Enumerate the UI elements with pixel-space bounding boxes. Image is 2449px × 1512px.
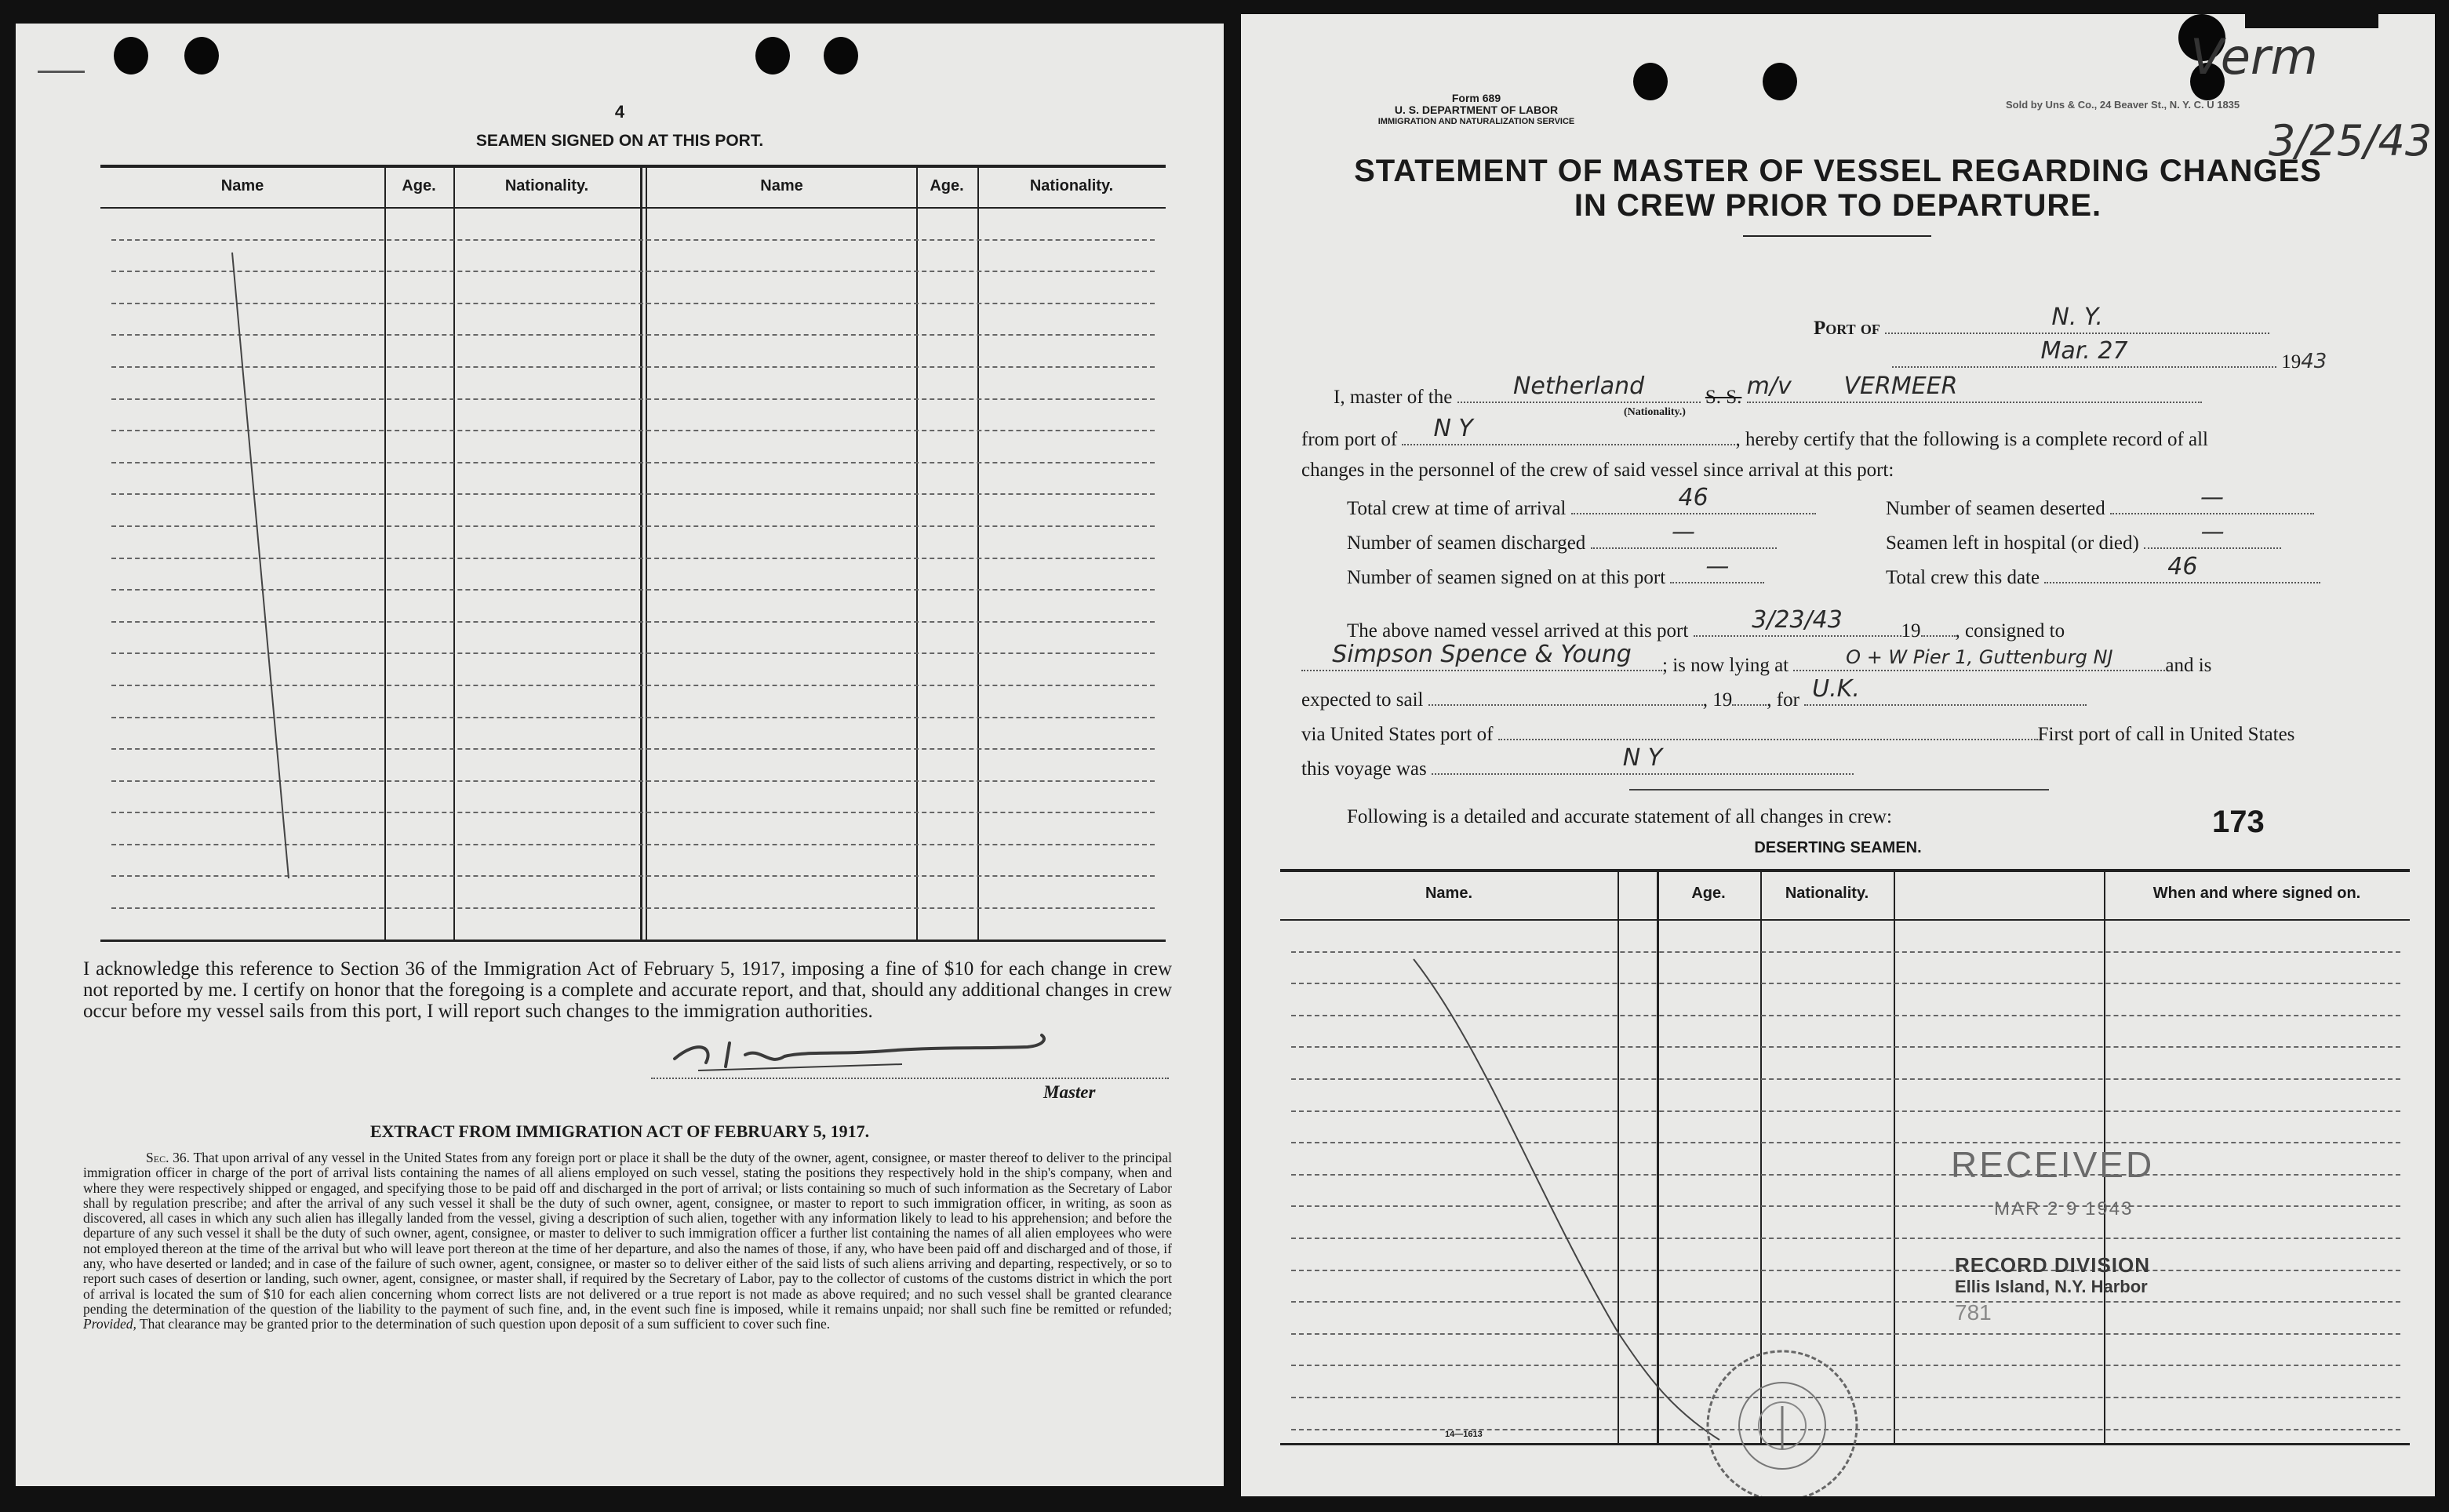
circular-seal-stamp (1680, 1308, 1916, 1496)
discharged-label: Number of seamen discharged (1347, 532, 1586, 554)
extract-title: EXTRACT FROM IMMIGRATION ACT OF FEBRUARY 5, 1917. (369, 1121, 870, 1141)
total-crew-date-row (1886, 553, 2320, 589)
punch-hole (824, 37, 858, 75)
extract-body: That upon arrival of any vessel in the United States from any foreign port or place it shall be the duty of the owner, agent, consignee, or master thereof to deliver to the principal immigration officer in charge of the port of arrival lists containing the names of all aliens employed on such vessel, stating the positions they respectively hold in the ship's company, when and where they were respectively shipped or engaged, and specifying those to be paid off and discharged in the port of arrival; or lists containing so much of such information as the Secretary of Labor shall by regulation prescribe; and after the arrival of any such vessel it shall be the duty of such owner, agent, consignee, or master to report to such immigration officer, in writing, as soon as discovered, all cases in which any such alien has illegally landed from the vessel, giving a description of such alien, together with any information likely to lead to his apprehension; and before the departure of any such vessel it shall be the duty of such owner, agent, consignee, or master to deliver to such immigration officer a further list containing the names of all alien employees who were not employed thereon at the time of the arrival but who will leave port thereon at the time of her departure, and also the names of those, if any, who have been paid off and discharged and of those, if any, who have deserted or landed; and in case of the failure of such owner, agent, consignee, or master so to deliver either of the said lists of such aliens arriving and departing, respectively, or so to report such cases of desertion or landing, such owner, agent, consignee, or master shall, if required by the Secretary of Labor, pay to the collector of customs of the customs district in which the port of arrival is located the sum of $10 for each alien concerning whom correct lists are not delivered or a true report is not made as above required; and no such vessel shall be granted clearance pending the determination of the question of the liability to the payment of such fine, and, in the event such fine is imposed, while it remains unpaid; nor shall such fine be remitted or refunded; (83, 1150, 1172, 1317)
print-code: 14—1613 (1445, 1430, 1483, 1439)
from-port-label: from port of (1301, 429, 1398, 450)
vessel-type-value: m/v (1746, 373, 1792, 400)
signature-line (651, 1074, 1169, 1079)
page-stamp-number: 173 (2212, 805, 2265, 839)
stamp-code: 781 (1955, 1300, 1992, 1325)
acknowledgement-text: I acknowledge this reference to Section 36 of the Immigration Act of February 5, 1917, imposing a fine of $10 for each change in crew not reported by me. I certify on honor that the foregoing is a complete and accurate report, and that, should any additional changes in crew occur before my vessel sails from this port, I will report such changes to the immigration authorities. (83, 958, 1172, 1022)
following-text: Following is a detailed and accurate statement of all changes in crew: (1347, 806, 1892, 827)
column-header-name: Name (220, 177, 264, 194)
year-prefix: 19 (2281, 351, 2302, 373)
record-division-location: Ellis Island, N.Y. Harbor (1955, 1277, 2148, 1296)
date-row (1892, 337, 2327, 373)
total-crew-arrival-value: 46 (1678, 484, 1708, 511)
total-crew-date-field (2044, 553, 2320, 583)
arrived-field (1694, 606, 1901, 637)
port-field (1885, 303, 2269, 334)
section-rule (1629, 789, 2049, 791)
vessel-field (1746, 373, 2202, 403)
consigned-to-label: consigned to (1965, 620, 2065, 642)
punch-hole (1763, 63, 1797, 100)
total-crew-arrival-label: Total crew at time of arrival (1347, 498, 1567, 519)
port-label: Port of (1814, 318, 1880, 339)
vessel-name-value: VERMEER (1843, 373, 1958, 400)
department: U. S. DEPARTMENT OF LABOR (1394, 104, 1559, 116)
extract-end: That clearance may be granted prior to the determination of such question upon deposit of a sum sufficient to cover such fine. (139, 1316, 831, 1332)
punch-hole (755, 37, 790, 75)
deserted-field (2110, 484, 2314, 514)
hospital-field (2144, 518, 2281, 549)
handwritten-corner-date: 3/25/43 (2269, 116, 2433, 165)
expected-field (1428, 685, 1703, 706)
arrived-year-prefix: 19 (1901, 620, 1921, 642)
expected-year-prefix: 19 (1712, 689, 1733, 711)
cancel-stroke (100, 165, 414, 941)
deserted-row (1886, 484, 2314, 520)
date-value: Mar. 27 (2040, 337, 2128, 365)
nationality-caption: (Nationality.) (1624, 406, 1686, 418)
first-port-label: First port of call in United States (2037, 724, 2295, 745)
arrived-label: The above named vessel arrived at this port (1347, 620, 1689, 642)
expected-row: expected to sail , 19 , for U.K. (1301, 685, 2087, 711)
extract-text (83, 1150, 1172, 1332)
for-field (1804, 675, 2087, 706)
signed-on-row (1347, 553, 1764, 589)
arrived-value: 3/23/43 (1752, 606, 1843, 634)
publisher-note: Sold by Uns & Co., 24 Beaver St., N. Y. C. U 1835 (2006, 99, 2240, 111)
deserting-title: DESERTING SEAMEN. (1754, 839, 1922, 856)
punch-hole (114, 37, 148, 75)
column-header-when-where: When and where signed on. (2152, 885, 2361, 902)
arrived-year-field (1921, 616, 1956, 637)
column-header-age: Age. (1691, 885, 1726, 902)
lying-at-value: O + W Pier 1, Guttenburg NJ (1846, 646, 2113, 668)
and-is-label: and is (2165, 655, 2212, 676)
total-crew-arrival-field (1571, 484, 1816, 514)
column-header-nationality: Nationality. (504, 177, 589, 194)
discharged-field (1591, 518, 1777, 549)
via-row (1301, 720, 2294, 746)
deserted-value: — (2200, 484, 2224, 511)
form-title-line1: STATEMENT OF MASTER OF VESSEL REGARDING CHANGES (1354, 154, 2322, 188)
punch-hole (184, 37, 219, 75)
arrived-row: The above named vessel arrived at this port 3/23/43 19 , consigned to (1347, 606, 2065, 642)
port-of-row (1814, 303, 2269, 340)
extract-section: Sec. 36. (146, 1150, 191, 1165)
form-header (1288, 93, 1665, 128)
year-value: 43 (2301, 350, 2327, 373)
corner-mark (38, 71, 85, 73)
this-voyage-label: this voyage was (1301, 758, 1427, 780)
record-division-stamp: RECORD DIVISION (1955, 1253, 2151, 1277)
changes-text: changes in the personnel of the crew of said vessel since arrival at this port: (1301, 460, 1894, 481)
expected-year-field (1732, 685, 1767, 706)
total-crew-arrival-row (1347, 484, 1816, 520)
deserted-label: Number of seamen deserted (1886, 498, 2105, 519)
for-value: U.K. (1812, 675, 1860, 703)
torn-edge (2245, 14, 2378, 28)
left-page (16, 24, 1224, 1486)
lying-at-field (1793, 646, 2165, 671)
nationality-value: Netherland (1512, 373, 1645, 400)
certify-text: , hereby certify that the following is a complete record of all (1735, 429, 2209, 450)
page-number: 4 (614, 102, 625, 122)
service: IMMIGRATION AND NATURALIZATION SERVICE (1377, 117, 1575, 126)
column-header-nationality: Nationality. (1029, 177, 1114, 194)
this-voyage-row (1301, 744, 1854, 780)
ss-label: S. S. (1705, 387, 1742, 408)
from-port-field (1402, 415, 1735, 445)
via-field (1498, 720, 2038, 740)
column-header-nationality: Nationality. (1785, 885, 1869, 902)
hospital-label: Seamen left in hospital (or died) (1886, 532, 2139, 554)
lying-at-label: ; is now lying at (1662, 655, 1789, 676)
extract-provided: Provided, (83, 1316, 136, 1332)
column-header-name: Name (760, 177, 803, 194)
column-header-age: Age. (930, 177, 964, 194)
handwritten-corner-name: Verm (2190, 28, 2318, 85)
via-label: via United States port of (1301, 724, 1494, 745)
signed-on-label: Number of seamen signed on at this port (1347, 567, 1666, 588)
received-stamp-date: MAR 2 9 1943 (1994, 1198, 2134, 1219)
discharged-row (1347, 518, 1777, 554)
form-number: Form 689 (1451, 92, 1501, 104)
consignee-row (1301, 641, 2212, 677)
master-of-row (1334, 373, 2202, 409)
hospital-value: — (2200, 518, 2225, 546)
date-field (1892, 337, 2276, 368)
master-of-label: I, master of the (1334, 387, 1453, 408)
seamen-signed-on-table (100, 165, 1166, 941)
total-crew-date-value: 46 (2167, 553, 2198, 580)
signed-on-value: — (1705, 553, 1730, 580)
consignee-value: Simpson Spence & Young (1332, 641, 1632, 668)
column-header-name: Name. (1425, 885, 1473, 902)
right-page (1241, 14, 2435, 1496)
this-voyage-field (1432, 744, 1854, 775)
nationality-field (1457, 373, 1701, 403)
expected-label: expected to sail (1301, 689, 1424, 711)
column-header-age: Age. (402, 177, 436, 194)
for-label: for (1776, 689, 1799, 711)
title-rule (1743, 235, 1931, 237)
form-title-line2: IN CREW PRIOR TO DEPARTURE. (1574, 188, 2102, 223)
total-crew-date-label: Total crew this date (1886, 567, 2040, 588)
signed-on-field (1670, 553, 1764, 583)
master-label: Master (1043, 1082, 1096, 1102)
hospital-row (1886, 518, 2281, 554)
from-port-value: N Y (1433, 415, 1473, 442)
from-port-row (1301, 415, 2209, 451)
discharged-value: — (1672, 518, 1696, 546)
this-voyage-value: N Y (1622, 744, 1663, 772)
section-title: SEAMEN SIGNED ON AT THIS PORT. (475, 132, 764, 150)
received-stamp: RECEIVED (1951, 1144, 2155, 1185)
port-value: N. Y. (2051, 303, 2103, 331)
consignee-field (1301, 641, 1662, 671)
